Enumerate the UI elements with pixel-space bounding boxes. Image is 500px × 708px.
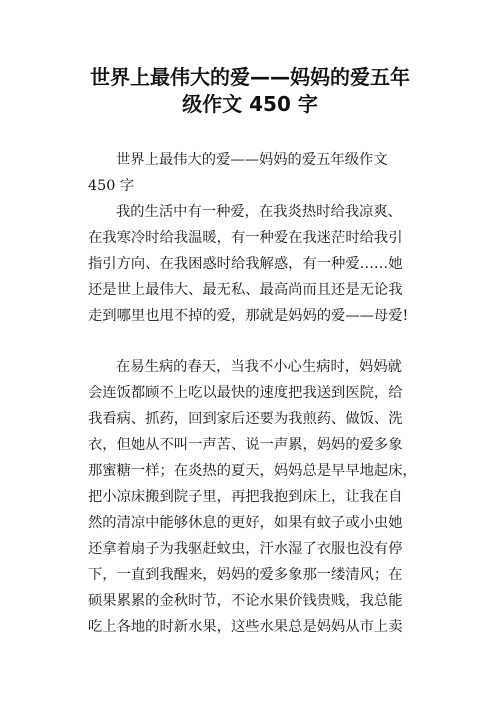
document-title-line-1: 世界上最伟大的爱——妈妈的爱五年 <box>90 65 410 89</box>
paragraph-line: 在易生病的春天，当我不小心生病时，妈妈就 <box>116 359 402 375</box>
paragraph-line: 会连饭都顾不上吃以最快的速度把我送到医院，给 <box>88 385 403 401</box>
paragraph-line: 走到哪里也甩不掉的爱，那就是妈妈的爱——母爱! <box>88 308 409 324</box>
paragraph-line: 我看病、抓药，回到家后还要为我煎药、做饭、洗 <box>88 411 403 427</box>
paragraph-line: 吃上各地的时新水果，这些水果总是妈妈从市上卖 <box>88 619 403 635</box>
paragraph-line: 还拿着扇子为我驱赶蚊虫，汗水湿了衣服也没有停 <box>88 541 403 557</box>
paragraph-line: 衣，但她从不叫一声苦、说一声累，妈妈的爱多象 <box>88 437 403 453</box>
paragraph-line: 在我寒冷时给我温暖，有一种爱在我迷茫时给我引 <box>88 230 403 246</box>
subtitle-line: 世界上最伟大的爱——妈妈的爱五年级作文 <box>116 152 388 168</box>
paragraph-line: 那蜜糖一样；在炎热的夏天，妈妈总是早早地起床， <box>88 463 417 479</box>
paragraph-line: 硕果累累的金秋时节，不论水果价钱贵贱，我总能 <box>88 593 403 609</box>
paragraph-line: 我的生活中有一种爱，在我炎热时给我凉爽、 <box>116 204 402 220</box>
subtitle-line: 450 字 <box>88 178 135 194</box>
paragraph-line: 还是世上最伟大、最无私、最高尚而且还是无论我 <box>88 282 403 298</box>
paragraph-line: 下，一直到我醒来，妈妈的爱多象那一缕清风；在 <box>88 567 403 583</box>
paragraph-line: 指引方向、在我困惑时给我解惑，有一种爱……她 <box>88 256 403 272</box>
paragraph-line: 然的清凉中能够休息的更好，如果有蚊子或小虫她 <box>88 515 403 531</box>
paragraph-line: 把小凉床搬到院子里，再把我抱到床上，让我在自 <box>88 489 403 505</box>
document-title-line-2: 级作文 450 字 <box>182 92 318 116</box>
